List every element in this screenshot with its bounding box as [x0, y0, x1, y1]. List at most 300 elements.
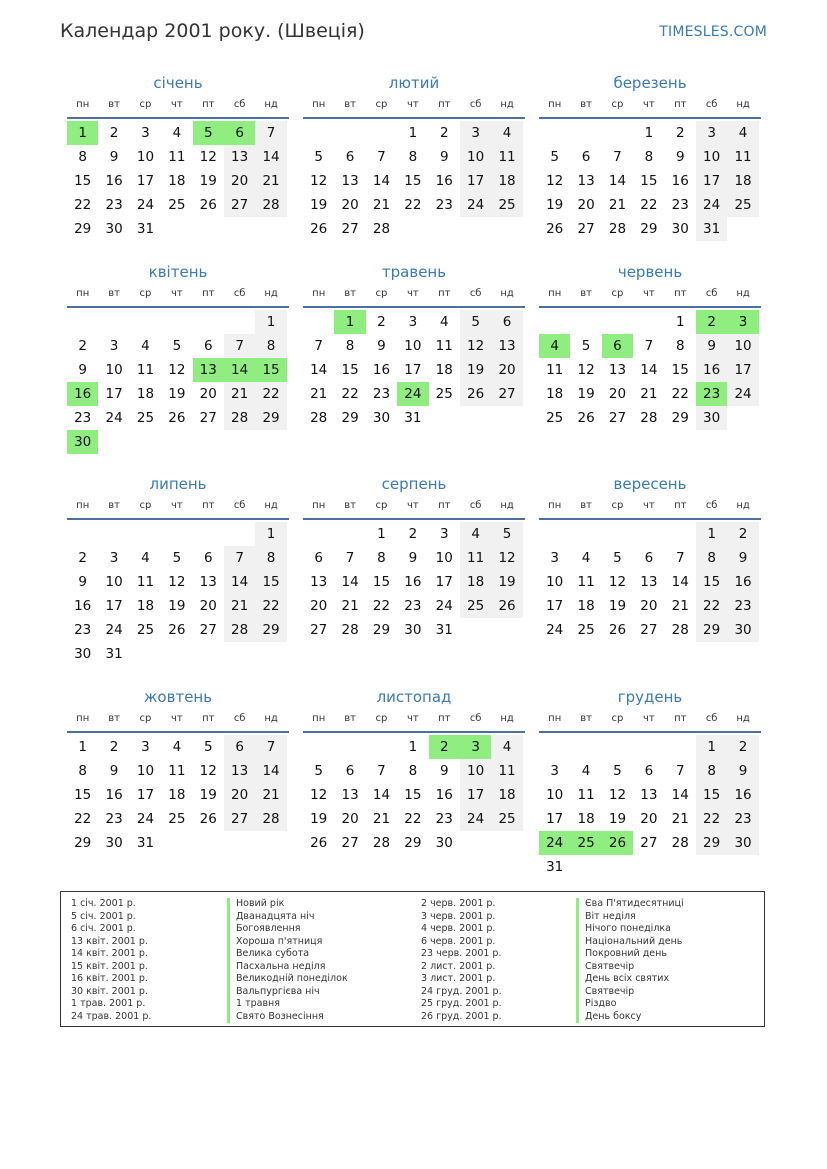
day-cell: 18 [168, 787, 186, 803]
day-cell: 28 [224, 406, 255, 430]
day-cell: 19 [491, 570, 522, 594]
day-cell: 7 [255, 735, 286, 759]
empty-day [193, 642, 224, 666]
month-name: березень [613, 74, 687, 92]
day-cell: 9 [439, 149, 449, 165]
day-cell: 25 [727, 193, 758, 217]
day-cell: 27 [199, 622, 217, 638]
day-cell: 16 [105, 173, 123, 189]
empty-day [67, 310, 98, 334]
day-cell: 24 [727, 382, 758, 406]
weekday-label: нд [736, 500, 750, 511]
day-cell: 14 [224, 358, 255, 382]
month-name: червень [617, 263, 683, 281]
legend-names-left [227, 898, 348, 1023]
day-cell: 12 [608, 787, 627, 803]
legend-holiday-name: Святвечір [576, 986, 684, 999]
day-cell: 24 [105, 410, 123, 426]
weekday-label: нд [500, 500, 514, 511]
day-cell: 22 [696, 594, 727, 618]
empty-day [224, 217, 255, 241]
weekday-label: чт [407, 99, 419, 110]
weekday-label: пн [312, 713, 326, 724]
empty-day [193, 831, 224, 855]
week-row [539, 807, 761, 831]
day-cell: 2 [78, 550, 87, 566]
day-cell: 12 [546, 173, 564, 189]
day-cell: 26 [577, 410, 595, 426]
day-cell: 11 [168, 149, 186, 165]
day-cell: 23 [727, 594, 758, 618]
day-cell: 27 [224, 193, 255, 217]
day-cell: 10 [136, 149, 155, 165]
day-cell: 9 [696, 334, 727, 358]
week-row [67, 759, 289, 783]
weekday-label: пт [438, 500, 451, 511]
legend-holiday-name: День боксу [576, 1011, 684, 1024]
day-cell: 8 [345, 338, 355, 354]
empty-day [539, 121, 570, 145]
day-cell: 31 [136, 835, 155, 851]
day-cell: 6 [491, 310, 522, 334]
day-cell: 11 [136, 362, 155, 378]
empty-day [665, 855, 696, 879]
day-cell: 20 [577, 197, 595, 213]
empty-day [633, 310, 664, 334]
day-cell: 27 [224, 807, 255, 831]
empty-day [193, 522, 224, 546]
weekday-label: сб [233, 713, 246, 724]
day-cell: 17 [136, 173, 155, 189]
day-cell: 24 [460, 193, 491, 217]
day-cell: 31 [105, 646, 123, 662]
empty-day [602, 121, 633, 145]
week-row [67, 358, 289, 382]
day-cell: 18 [435, 362, 453, 378]
week-row [539, 406, 761, 430]
legend-date: 6 черв. 2001 р. [421, 935, 496, 947]
legend-holiday-name: 1 травня [227, 998, 348, 1011]
month-name: квітень [148, 263, 208, 281]
weekday-label: пн [312, 500, 326, 511]
day-cell: 13 [224, 759, 255, 783]
day-cell: 15 [341, 362, 359, 378]
day-cell: 17 [105, 598, 123, 614]
weekday-header [539, 286, 761, 308]
day-cell: 13 [640, 574, 658, 590]
weekday-label: вт [580, 288, 592, 299]
legend-holiday-name: Нічого понеділка [576, 923, 684, 936]
day-cell: 27 [640, 835, 658, 851]
day-cell: 2 [109, 125, 119, 141]
week-row [303, 217, 525, 241]
day-cell: 9 [109, 149, 119, 165]
weekday-header [303, 711, 525, 733]
day-cell: 30 [67, 430, 98, 454]
day-cell: 5 [172, 338, 182, 354]
day-cell: 23 [74, 410, 92, 426]
day-cell: 11 [491, 145, 522, 169]
day-cell: 4 [172, 739, 182, 755]
empty-day [224, 831, 255, 855]
legend-holiday-name: Пасхальна неділя [227, 961, 348, 974]
weekday-label: ср [375, 713, 388, 724]
weekday-label: ср [611, 288, 624, 299]
empty-day [334, 735, 365, 759]
day-cell: 30 [105, 835, 123, 851]
weekday-label: пт [438, 288, 451, 299]
day-cell: 14 [310, 362, 328, 378]
day-cell: 18 [168, 173, 186, 189]
day-cell: 20 [310, 598, 328, 614]
legend-holiday-name: Покровний день [576, 948, 684, 961]
day-cell: 31 [404, 410, 422, 426]
day-cell: 28 [671, 622, 689, 638]
day-cell: 5 [314, 763, 323, 779]
day-cell: 6 [345, 763, 355, 779]
day-cell: 20 [224, 783, 255, 807]
day-cell: 10 [460, 759, 491, 783]
day-cell: 25 [460, 594, 491, 618]
day-cell: 1 [334, 310, 365, 334]
week-row [67, 594, 289, 618]
day-cell: 25 [136, 622, 155, 638]
day-cell: 28 [372, 221, 391, 237]
day-cell: 20 [199, 386, 217, 402]
week-row [539, 855, 761, 879]
weekday-label: нд [264, 288, 278, 299]
day-cell: 8 [377, 550, 386, 566]
day-cell: 25 [577, 622, 595, 638]
day-cell: 6 [314, 550, 323, 566]
day-cell: 12 [168, 362, 186, 378]
week-row [67, 145, 289, 169]
empty-day [570, 121, 601, 145]
day-cell: 12 [310, 173, 328, 189]
day-cell: 16 [696, 358, 727, 382]
day-cell: 21 [310, 386, 328, 402]
month-name: лютий [388, 74, 440, 92]
site-link[interactable]: TIMESLES.COM [659, 24, 767, 40]
weekday-label: пн [548, 99, 562, 110]
day-cell: 10 [696, 145, 727, 169]
day-cell: 7 [613, 149, 622, 165]
empty-day [255, 642, 286, 666]
day-cell: 26 [199, 811, 217, 827]
day-cell: 26 [602, 831, 633, 855]
week-row [539, 217, 761, 241]
day-cell: 30 [727, 831, 758, 855]
legend-date: 1 січ. 2001 р. [71, 898, 136, 909]
empty-day [727, 855, 758, 879]
day-cell: 15 [404, 173, 422, 189]
day-cell: 22 [74, 197, 92, 213]
day-cell: 15 [640, 173, 658, 189]
weekday-label: пн [548, 713, 562, 724]
day-cell: 5 [550, 149, 559, 165]
day-cell: 20 [341, 197, 359, 213]
empty-day [193, 430, 224, 454]
day-cell: 9 [109, 763, 119, 779]
day-cell: 20 [640, 811, 658, 827]
day-cell: 6 [581, 149, 591, 165]
weekday-label: пт [674, 288, 687, 299]
day-cell: 28 [372, 835, 391, 851]
day-cell: 17 [435, 574, 453, 590]
day-cell: 29 [696, 618, 727, 642]
weekday-label: пт [674, 713, 687, 724]
weekday-label: чт [171, 500, 183, 511]
day-cell: 7 [377, 763, 386, 779]
day-cell: 3 [439, 526, 449, 542]
empty-day [460, 217, 491, 241]
day-cell: 5 [460, 310, 491, 334]
weekday-label: пн [312, 288, 326, 299]
weekday-label: пт [202, 288, 215, 299]
day-cell: 18 [491, 169, 522, 193]
empty-day [161, 310, 192, 334]
day-cell: 29 [255, 618, 286, 642]
week-row [539, 169, 761, 193]
day-cell: 15 [696, 783, 727, 807]
day-cell: 7 [644, 338, 654, 354]
day-cell: 13 [640, 787, 658, 803]
legend-holiday-name: Святвечір [576, 961, 684, 974]
day-cell: 2 [408, 526, 418, 542]
week-row [67, 193, 289, 217]
month-name: січень [153, 74, 203, 92]
week-row [67, 217, 289, 241]
day-cell: 22 [255, 382, 286, 406]
week-row [539, 831, 761, 855]
day-cell: 13 [608, 362, 627, 378]
day-cell: 7 [675, 550, 685, 566]
week-row [539, 594, 761, 618]
week-row [303, 522, 525, 546]
day-cell: 4 [727, 121, 758, 145]
month-жовтень [67, 687, 289, 855]
day-cell: 1 [255, 522, 286, 546]
empty-day [303, 735, 334, 759]
week-row [539, 193, 761, 217]
day-cell: 5 [613, 550, 622, 566]
day-cell: 17 [727, 358, 758, 382]
day-cell: 18 [727, 169, 758, 193]
day-cell: 15 [255, 358, 286, 382]
day-cell: 22 [74, 811, 92, 827]
week-row [67, 169, 289, 193]
day-cell: 29 [671, 410, 689, 426]
day-cell: 3 [408, 314, 418, 330]
day-cell: 7 [675, 763, 685, 779]
day-cell: 20 [640, 598, 658, 614]
legend-holiday-name: Свято Вознесіння [227, 1011, 348, 1024]
empty-day [255, 430, 286, 454]
weekday-label: пт [202, 500, 215, 511]
empty-day [334, 522, 365, 546]
empty-day [366, 735, 397, 759]
day-cell: 16 [671, 173, 689, 189]
day-cell: 11 [546, 362, 564, 378]
day-cell: 21 [640, 386, 658, 402]
day-cell: 19 [168, 386, 186, 402]
week-row [67, 807, 289, 831]
weekday-label: чт [407, 500, 419, 511]
day-cell: 7 [314, 338, 323, 354]
empty-day [539, 522, 570, 546]
day-cell: 26 [546, 221, 564, 237]
day-cell: 10 [435, 550, 453, 566]
empty-day [130, 522, 161, 546]
day-cell: 22 [696, 807, 727, 831]
weekday-label: сб [469, 500, 482, 511]
weekday-label: ср [139, 99, 152, 110]
day-cell: 10 [105, 362, 123, 378]
week-row [539, 310, 761, 334]
day-cell: 20 [491, 358, 522, 382]
week-row [539, 759, 761, 783]
weekday-label: пт [674, 500, 687, 511]
day-cell: 18 [136, 598, 155, 614]
weekday-label: пн [76, 288, 90, 299]
day-cell: 12 [460, 334, 491, 358]
day-cell: 27 [491, 382, 522, 406]
day-cell: 1 [696, 735, 727, 759]
empty-day [602, 310, 633, 334]
empty-day [665, 522, 696, 546]
day-cell: 19 [608, 811, 627, 827]
empty-day [633, 735, 664, 759]
week-row [67, 735, 289, 759]
weekday-label: сб [233, 500, 246, 511]
weekday-label: сб [705, 288, 718, 299]
legend-date: 4 черв. 2001 р. [421, 923, 496, 934]
day-cell: 21 [341, 598, 359, 614]
weekday-label: вт [108, 500, 120, 511]
day-cell: 1 [377, 526, 386, 542]
week-row [67, 642, 289, 666]
month-name: вересень [613, 475, 687, 493]
weekday-header [67, 498, 289, 520]
empty-day [491, 406, 522, 430]
legend-holiday-name: Єва П'ятидесятниці [576, 898, 684, 911]
legend-date: 2 лист. 2001 р. [421, 960, 496, 972]
empty-day [570, 735, 601, 759]
day-cell: 26 [460, 382, 491, 406]
day-cell: 11 [136, 574, 155, 590]
day-cell: 16 [727, 783, 758, 807]
weekday-label: вт [344, 99, 356, 110]
empty-day [570, 522, 601, 546]
empty-day [460, 618, 491, 642]
day-cell: 23 [727, 807, 758, 831]
day-cell: 18 [546, 386, 564, 402]
weekday-label: вт [344, 713, 356, 724]
empty-day [303, 522, 334, 546]
day-cell: 8 [408, 763, 418, 779]
weekday-header [67, 711, 289, 733]
day-cell: 29 [74, 835, 92, 851]
legend-holiday-name: Новий рік [227, 898, 348, 911]
day-cell: 5 [314, 149, 323, 165]
weekday-label: пн [76, 99, 90, 110]
day-cell: 25 [435, 386, 453, 402]
day-cell: 2 [109, 739, 119, 755]
day-cell: 26 [310, 221, 328, 237]
day-cell: 16 [67, 382, 98, 406]
day-cell: 8 [675, 338, 685, 354]
empty-day [397, 217, 428, 241]
day-cell: 4 [141, 338, 150, 354]
weekday-label: чт [643, 713, 655, 724]
week-row [67, 121, 289, 145]
day-cell: 22 [341, 386, 359, 402]
empty-day [98, 522, 129, 546]
day-cell: 30 [105, 221, 123, 237]
weekday-label: нд [264, 99, 278, 110]
day-cell: 28 [640, 410, 658, 426]
day-cell: 9 [408, 550, 418, 566]
day-cell: 14 [255, 759, 286, 783]
week-row [303, 145, 525, 169]
month-name: липень [149, 475, 207, 493]
day-cell: 14 [671, 574, 689, 590]
legend-holiday-name: Вальпургієва ніч [227, 986, 348, 999]
week-row [303, 831, 525, 855]
day-cell: 15 [696, 570, 727, 594]
empty-day [130, 642, 161, 666]
day-cell: 4 [581, 550, 591, 566]
day-cell: 11 [460, 546, 491, 570]
day-cell: 6 [644, 550, 654, 566]
day-cell: 12 [608, 574, 627, 590]
weekday-label: нд [264, 713, 278, 724]
day-cell: 22 [404, 811, 422, 827]
day-cell: 15 [74, 173, 92, 189]
day-cell: 20 [608, 386, 627, 402]
day-cell: 17 [546, 811, 564, 827]
week-row [67, 546, 289, 570]
day-cell: 7 [345, 550, 355, 566]
day-cell: 7 [224, 334, 255, 358]
day-cell: 24 [696, 193, 727, 217]
day-cell: 3 [550, 763, 559, 779]
day-cell: 13 [491, 334, 522, 358]
legend-date: 3 лист. 2001 р. [421, 973, 496, 984]
empty-day [602, 522, 633, 546]
day-cell: 21 [671, 811, 689, 827]
day-cell: 21 [224, 382, 255, 406]
empty-day [224, 642, 255, 666]
week-row [67, 430, 289, 454]
day-cell: 14 [224, 570, 255, 594]
day-cell: 6 [224, 121, 255, 145]
day-cell: 11 [577, 574, 595, 590]
weekday-label: вт [580, 713, 592, 724]
day-cell: 3 [109, 338, 119, 354]
day-cell: 1 [675, 314, 685, 330]
weekday-label: нд [736, 713, 750, 724]
legend-date: 25 груд. 2001 р. [421, 998, 502, 1009]
week-row [303, 570, 525, 594]
weekday-label: ср [139, 500, 152, 511]
day-cell: 24 [546, 622, 564, 638]
empty-day [633, 522, 664, 546]
weekday-label: чт [643, 500, 655, 511]
day-cell: 21 [372, 197, 391, 213]
day-cell: 2 [429, 735, 460, 759]
empty-day [334, 121, 365, 145]
